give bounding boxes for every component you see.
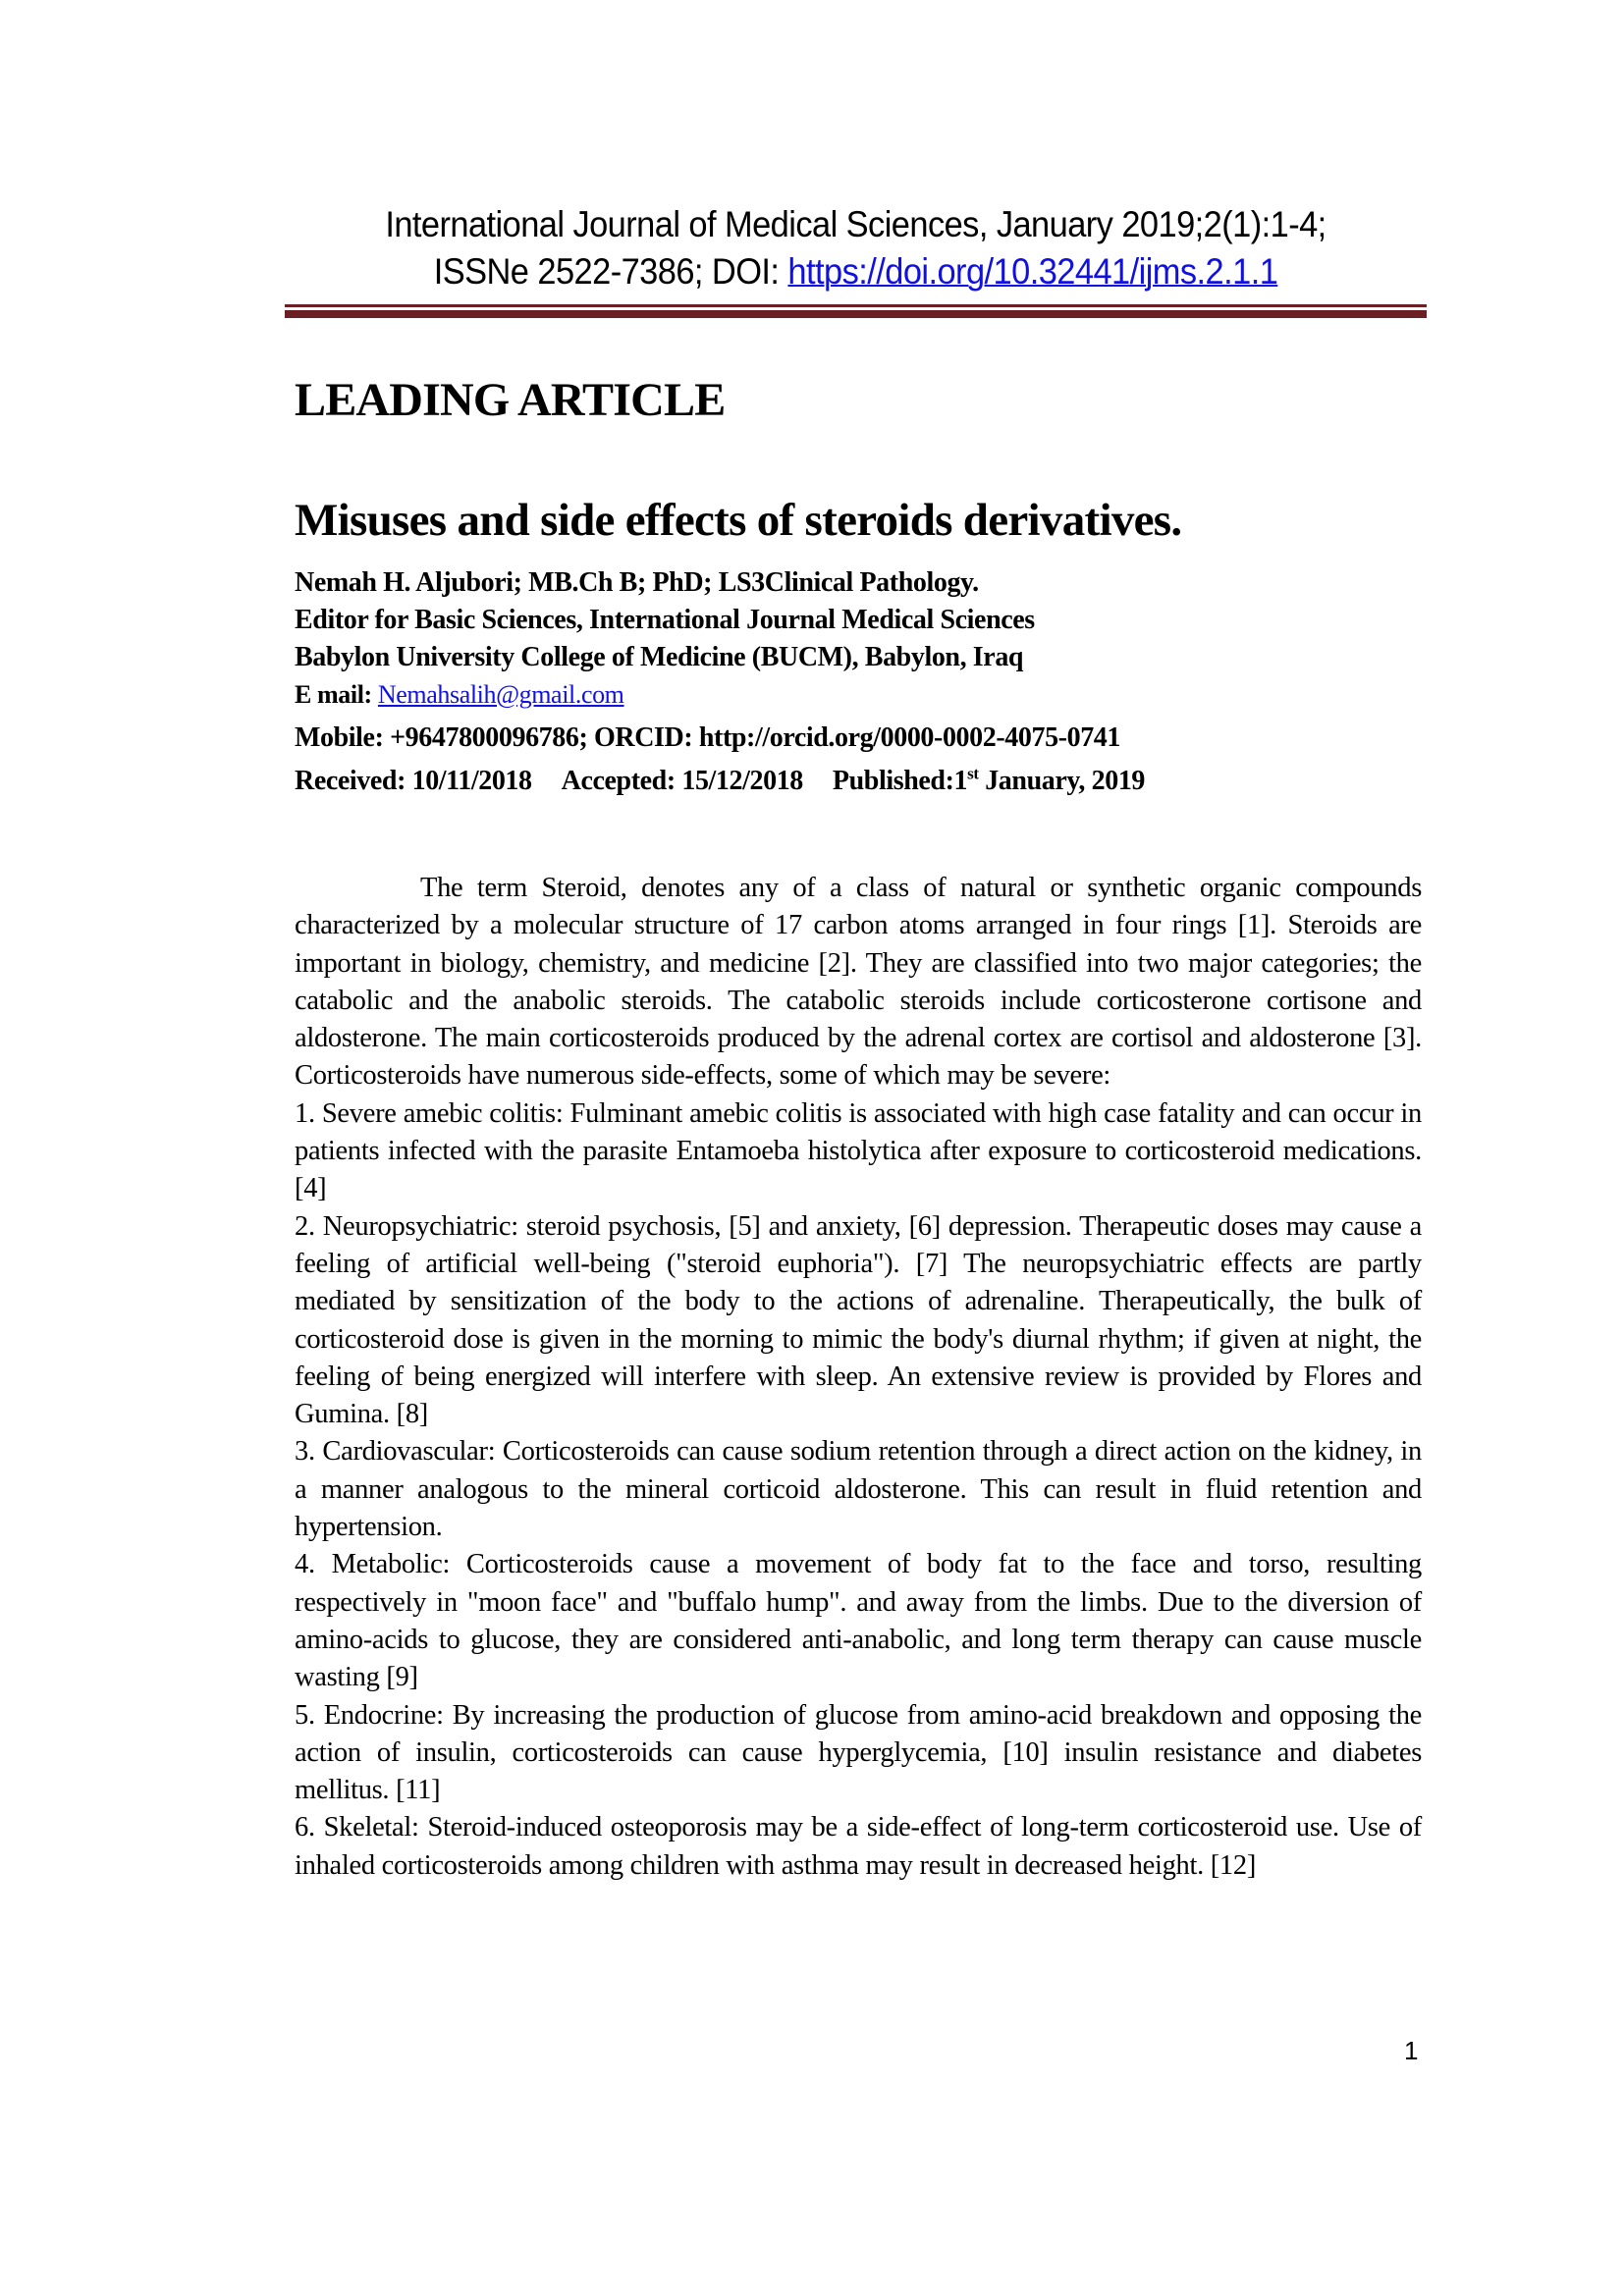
issn-doi-label: ISSNe 2522-7386; DOI:: [433, 251, 788, 292]
author-contact: Mobile: +9647800096786; ORCID: http://orcid.org/0000-0002-4075-0741: [295, 722, 1121, 753]
author-email-line: [295, 676, 1424, 714]
side-effect-item: 6. Skeletal: Steroid-induced osteoporosis may be a side-effect of long-term corticosteroid use. Use of inhaled corticosteroids among children with asthma may result in decreased height. [12]: [295, 1812, 1422, 1881]
running-header: [325, 201, 1387, 295]
author-name: Nemah H. Aljubori; MB.Ch B; PhD; LS3Clinical Pathology.: [295, 567, 979, 598]
side-effect-item: 4. Metabolic: Corticosteroids cause a movement of body fat to the face and torso, resulting respectively in "moon face" and "buffalo hump". and away from the limbs. Due to the diversion of amino-acids to glucose, they are considered anti-anabolic, and long term therapy can cause muscle wasting [9]: [295, 1549, 1422, 1693]
page-number: 1: [1404, 2036, 1419, 2065]
author-affiliation: Babylon University College of Medicine (BUCM), Babylon, Iraq: [295, 642, 1024, 672]
author-block: [295, 564, 1424, 800]
published-prefix: Published:1: [832, 766, 968, 796]
journal-citation: International Journal of Medical Sciences, January 2019;2(1):1-4;: [385, 204, 1326, 244]
article-body: [295, 870, 1422, 1885]
email-link[interactable]: Nemahsalih@gmail.com: [377, 680, 624, 709]
issn-doi-line: [325, 248, 1387, 295]
received-date: Received: 10/11/2018: [295, 766, 532, 796]
accepted-date: Accepted: 15/12/2018: [561, 766, 803, 796]
article-type-heading: LEADING ARTICLE: [295, 374, 726, 426]
published-date: [833, 766, 1145, 796]
doi-link[interactable]: https://doi.org/10.32441/ijms.2.1.1: [787, 251, 1278, 292]
header-rule-thin: [285, 304, 1427, 307]
publication-dates: [295, 763, 1424, 800]
side-effect-item: 5. Endocrine: By increasing the production of glucose from amino-acid breakdown and opposing the action of insulin, corticosteroids can cause hyperglycemia, [10] insulin resistance and diabetes mellitus. [11]: [295, 1699, 1422, 1806]
author-role: Editor for Basic Sciences, International Journal Medical Sciences: [295, 605, 1035, 635]
article-title: Misuses and side effects of steroids derivatives.: [295, 495, 1182, 546]
side-effect-item: 3. Cardiovascular: Corticosteroids can cause sodium retention through a direct action on the kidney, in a manner analogous to the mineral corticoid aldosterone. This can result in fluid retention and hypertension.: [295, 1436, 1422, 1543]
side-effect-item: 2. Neuropsychiatric: steroid psychosis, [5] and anxiety, [6] depression. Therapeutic doses may cause a feeling of artificial well-being ("steroid euphoria"). [7] The neuropsychiatric effects are partly mediated by sensitization of the body to the actions of adrenaline. Therapeutically, the bulk of corticosteroid dose is given in the morning to mimic the body's diurnal rhythm; if given at night, the feeling of being energized will interfere with sleep. An extensive review is provided by Flores and Gumina. [8]: [295, 1210, 1422, 1430]
side-effect-item: 1. Severe amebic colitis: Fulminant amebic colitis is associated with high case fatality and can occur in patients infected with the parasite Entamoeba histolytica after exposure to corticosteroid medications. [4]: [295, 1097, 1422, 1204]
header-rule-thick: [285, 310, 1427, 318]
published-ordinal: st: [967, 764, 979, 783]
published-suffix: January, 2019: [978, 766, 1146, 796]
email-label: E mail:: [295, 680, 378, 709]
intro-paragraph: The term Steroid, denotes any of a class of natural or synthetic organic compounds characterized by a molecular structure of 17 carbon atoms arranged in four rings [1]. Steroids are important in biology, chemistry, and medicine [2]. They are classified into two major categories; the catabolic and the anabolic steroids. The catabolic steroids include corticosterone cortisone and aldosterone. The main corticosteroids produced by the adrenal cortex are cortisol and aldosterone [3]. Corticosteroids have numerous side-effects, some of which may be severe:: [295, 873, 1422, 1092]
